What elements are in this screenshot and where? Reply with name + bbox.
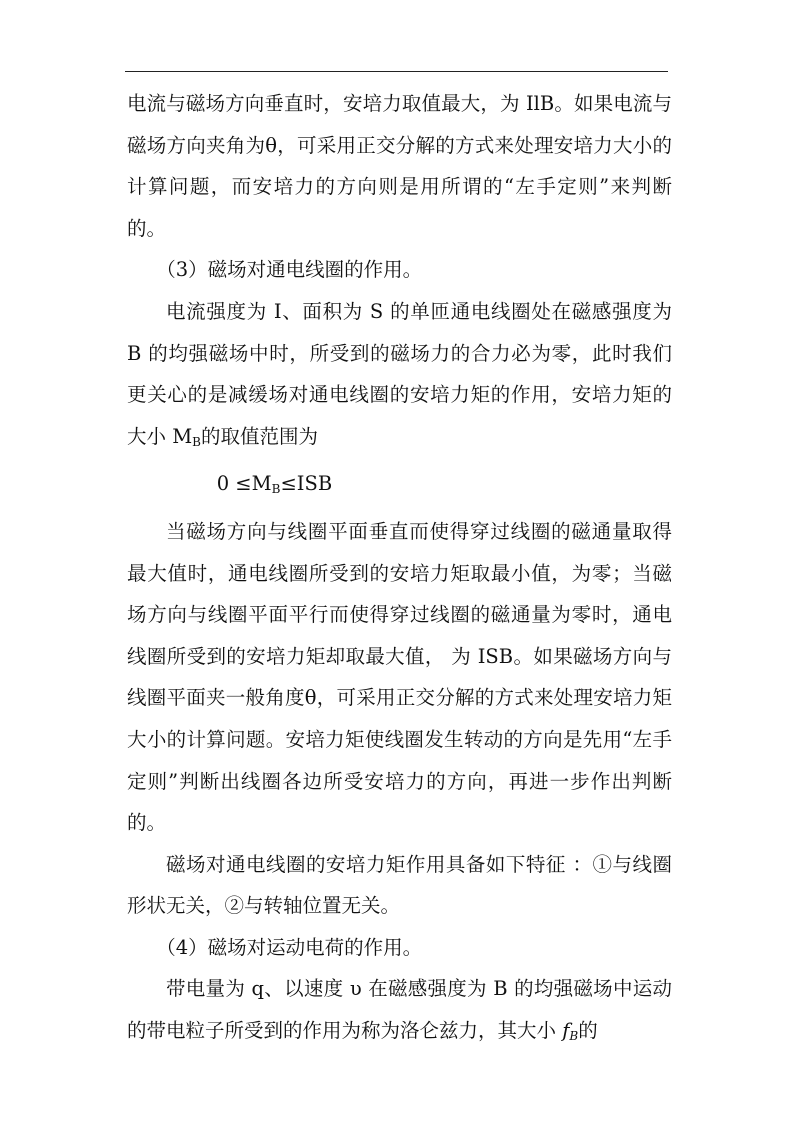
paragraph-lorentz-text: 带电量为 q、以速度 υ 在磁感强度为 B 的均强磁场中运动的带电粒子所受到的作用为称为洛仑兹力，其大小 xyxy=(127,977,672,1043)
lorentz-subscript: B xyxy=(569,1029,579,1044)
paragraph-coil-torque-text: 电流强度为 I、面积为 S 的单匝通电线圈处在磁感强度为 B 的均强磁场中时，所受到的磁场力的合力必为零，此时我们更关心的是减缓场对通电线圈的安培力矩的作用，安培力矩的大小 M xyxy=(127,299,672,448)
subscript-b: B xyxy=(192,434,201,449)
torque-range-formula xyxy=(127,463,672,511)
section-heading-moving-charge: （4）磁场对运动电荷的作用。 xyxy=(156,935,423,959)
paragraph-lorentz-force xyxy=(127,968,672,1057)
header-rule xyxy=(125,71,668,72)
formula-left: 0 ≤M xyxy=(216,472,272,496)
paragraph-torque-extremes: 当磁场方向与线圈平面垂直而使得穿过线圈的磁通量取得最大值时，通电线圈所受到的安培力矩取最小值，为零；当磁场方向与线圈平面平行而使得穿过线圈的磁通量为零时，通电线圈所受到的安培力矩却取最大值， 为 ISB。如果磁场方向与线圈平面夹一般角度θ，可采用正交分解的方式来处理安培力矩大小的计算问题。安培力矩使线圈发生转动的方向是先用“左手定则”判断出线圈各边所受安培力的方向，再进一步作出判断的。 xyxy=(127,519,672,835)
section-heading-coil: （3）磁场对通电线圈的作用。 xyxy=(156,258,423,282)
paragraph-lorentz-tail: 的 xyxy=(578,1019,598,1043)
document-body xyxy=(127,83,672,1058)
paragraph-coil-torque xyxy=(127,291,672,463)
paragraph-coil-torque-tail: 的取值范围为 xyxy=(201,424,319,448)
paragraph-torque-features: 磁场对通电线圈的安培力矩作用具备如下特征 ：①与线圈形状无关，②与转轴位置无关。 xyxy=(127,852,672,918)
formula-subscript: B xyxy=(271,482,281,497)
paragraph-ampere-force: 电流与磁场方向垂直时，安培力取值最大，为 IlB。如果电流与磁场方向夹角为θ，可采用正交分解的方式来处理安培力大小的计算问题，而安培力的方向则是用所谓的“左手定则”来判断的。 xyxy=(127,92,672,240)
lorentz-symbol: f xyxy=(562,1019,570,1043)
formula-right: ≤ISB xyxy=(280,472,333,496)
